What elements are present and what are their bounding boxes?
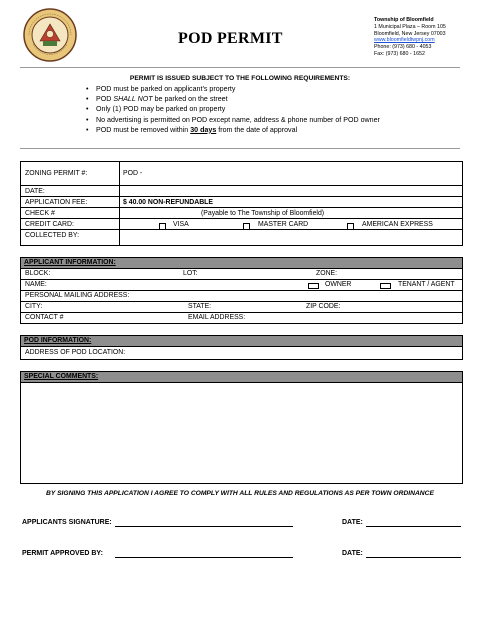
credit-card-label: CREDIT CARD:: [25, 221, 74, 228]
mailing-address-label: PERSONAL MAILING ADDRESS:: [25, 292, 130, 299]
check-payable-note: (Payable to The Township of Bloomfield): [201, 210, 325, 217]
pod-address-label: ADDRESS OF POD LOCATION:: [25, 349, 126, 356]
visa-label: VISA: [173, 221, 189, 228]
address-line-2: Bloomfield, New Jersey 07003: [374, 30, 446, 37]
zoning-permit-label: ZONING PERMIT #:: [25, 170, 88, 177]
website-link[interactable]: www.bloomfieldtwpnj.com: [374, 37, 435, 44]
date-label: DATE:: [25, 188, 45, 195]
application-fee-label: APPLICATION FEE:: [25, 199, 88, 206]
requirement-item: • POD must be removed within 30 days from the date of approval: [86, 125, 380, 135]
special-comments-section: [20, 371, 463, 484]
approved-by-label: PERMIT APPROVED BY:: [22, 550, 103, 557]
township-seal-logo: [23, 8, 77, 62]
zone-label: ZONE:: [316, 270, 338, 277]
special-comments-header: SPECIAL COMMENTS:: [21, 372, 462, 383]
requirement-item: • POD must be parked on applicant’s property: [86, 84, 380, 94]
requirement-item: • Only (1) POD may be parked on property: [86, 104, 380, 114]
city-label: CITY:: [25, 303, 43, 310]
state-label: STATE:: [188, 303, 212, 310]
approved-date-line[interactable]: [366, 557, 461, 558]
check-number-label: CHECK #: [25, 210, 55, 217]
pod-info-section: [20, 335, 463, 360]
requirement-item: • POD SHALL NOT be parked on the street: [86, 94, 380, 104]
applicant-date-label: DATE:: [342, 519, 363, 526]
applicant-header: APPLICANT INFORMATION:: [21, 258, 462, 269]
collected-by-label: COLLECTED BY:: [25, 232, 79, 239]
approved-date-label: DATE:: [342, 550, 363, 557]
agreement-statement: BY SIGNING THIS APPLICATION I AGREE TO COMPLY WITH ALL RULES AND REGULATIONS AS PER TOWN ORDINANCE: [46, 490, 434, 497]
pod-info-header: POD INFORMATION:: [21, 336, 462, 347]
fax-number: Fax: (973) 680 - 1652: [374, 50, 425, 57]
mastercard-checkbox[interactable]: [243, 223, 250, 230]
applicant-section: [20, 257, 463, 324]
special-comments-area[interactable]: [23, 385, 460, 481]
tenant-agent-label: TENANT / AGENT: [398, 281, 455, 288]
contact-number-label: CONTACT #: [25, 314, 64, 321]
phone-number: Phone: (973) 680 - 4053: [374, 44, 432, 51]
owner-label: OWNER: [325, 281, 352, 288]
requirements-list: [86, 84, 380, 135]
zoning-permit-value[interactable]: POD -: [123, 170, 143, 177]
permit-section: [20, 161, 463, 246]
visa-checkbox[interactable]: [159, 223, 166, 230]
amex-label: AMERICAN EXPRESS: [362, 221, 433, 228]
requirements-heading: PERMIT IS ISSUED SUBJECT TO THE FOLLOWING REQUIREMENTS:: [129, 75, 351, 82]
requirements-divider: [20, 148, 460, 149]
township-name: Township of Bloomfield: [374, 17, 434, 23]
name-label: NAME:: [25, 281, 47, 288]
approved-by-line[interactable]: [115, 557, 293, 558]
owner-checkbox[interactable]: [308, 283, 319, 289]
address-line-1: 1 Municipal Plaza – Room 105: [374, 23, 446, 30]
tenant-agent-checkbox[interactable]: [380, 283, 391, 289]
mastercard-label: MASTER CARD: [258, 221, 309, 228]
zip-code-label: ZIP CODE:: [306, 303, 341, 310]
email-address-label: EMAIL ADDRESS:: [188, 314, 246, 321]
header-divider: [20, 67, 460, 68]
block-label: BLOCK:: [25, 270, 51, 277]
applicant-signature-line[interactable]: [115, 526, 293, 527]
requirement-item: • No advertising is permitted on POD except name, address & phone number of POD owner: [86, 115, 380, 125]
application-fee-value: $ 40.00 NON-REFUNDABLE: [123, 199, 213, 206]
township-contact-block: [374, 17, 446, 58]
amex-checkbox[interactable]: [347, 223, 354, 230]
page-title: POD PERMIT: [178, 30, 283, 47]
lot-label: LOT:: [183, 270, 198, 277]
applicant-date-line[interactable]: [366, 526, 461, 527]
applicant-signature-label: APPLICANTS SIGNATURE:: [22, 519, 112, 526]
